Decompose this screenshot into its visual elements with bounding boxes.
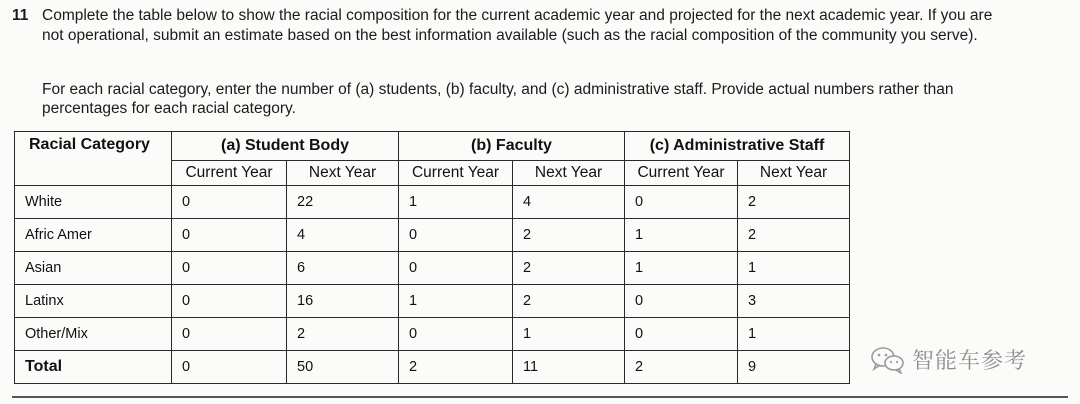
table-cell[interactable]: 9 [738,351,850,384]
table-cell[interactable]: 0 [172,318,287,351]
bottom-divider [12,396,1068,398]
table-cell[interactable]: 11 [513,351,625,384]
racial-composition-table [14,131,850,384]
table-row [15,186,850,219]
table-cell[interactable]: 0 [399,252,513,285]
question-text-2: not operational, submit an estimate based on the best information available (such as the racial composition of the community you serve). [42,27,978,44]
table-cell[interactable]: 1 [625,252,738,285]
subheader-next-year: Next Year [513,161,625,186]
question-line-1 [12,6,1072,26]
table-row [15,252,850,285]
subheader-current-year: Current Year [399,161,513,186]
table-cell[interactable]: 2 [513,219,625,252]
table-cell[interactable]: 4 [513,186,625,219]
table-cell[interactable]: 1 [738,252,850,285]
table-cell[interactable]: 1 [399,186,513,219]
watermark-text: 智能车参考 [912,349,1028,374]
faculty-header: (b) Faculty [399,132,625,161]
subheader-current-year: Current Year [625,161,738,186]
table-cell[interactable]: 1 [399,285,513,318]
table-cell[interactable]: 1 [513,318,625,351]
table-cell[interactable]: 3 [738,285,850,318]
table-cell[interactable]: 0 [625,186,738,219]
table-cell[interactable]: 2 [513,285,625,318]
table-cell[interactable]: 2 [738,219,850,252]
subheader-next-year: Next Year [287,161,399,186]
table-row [15,219,850,252]
row-label: Latinx [15,285,172,318]
subheader-next-year: Next Year [738,161,850,186]
table-cell[interactable]: 1 [738,318,850,351]
row-label: Asian [15,252,172,285]
watermark [870,344,1027,375]
table-row [15,318,850,351]
subheader-current-year: Current Year [172,161,287,186]
row-label-total: Total [15,351,172,384]
question-text-1: Complete the table below to show the racial composition for the current academic year and projected for the next academic year. If you are [42,7,993,24]
table-cell[interactable]: 0 [399,219,513,252]
table-cell[interactable]: 50 [287,351,399,384]
admin-staff-header: (c) Administrative Staff [625,132,850,161]
table-cell[interactable]: 6 [287,252,399,285]
table-cell[interactable]: 0 [399,318,513,351]
table-cell[interactable]: 2 [738,186,850,219]
table-cell[interactable]: 0 [625,285,738,318]
table-cell[interactable]: 0 [172,186,287,219]
table-cell[interactable]: 2 [399,351,513,384]
question-number: 11 [12,7,29,24]
row-label: Afric Amer [15,219,172,252]
table-cell[interactable]: 2 [513,252,625,285]
instructions-line-2: percentages for each racial category. [42,100,296,117]
question-11 [12,6,1072,46]
table-cell[interactable]: 0 [625,318,738,351]
wechat-icon [870,346,906,374]
table-cell[interactable]: 2 [287,318,399,351]
racial-category-header: Racial Category [15,132,172,186]
student-body-header: (a) Student Body [172,132,399,161]
table-row [15,285,850,318]
table-cell[interactable]: 0 [172,252,287,285]
table-header-row [15,132,850,161]
table-cell[interactable]: 0 [172,285,287,318]
table-row-total [15,351,850,384]
table-cell[interactable]: 1 [625,219,738,252]
table-cell[interactable]: 0 [172,351,287,384]
table-cell[interactable]: 2 [625,351,738,384]
row-label: White [15,186,172,219]
instructions-line-1: For each racial category, enter the number of (a) students, (b) faculty, and (c) administrative staff. Provide actual numbers rather than [42,81,954,98]
table-cell[interactable]: 22 [287,186,399,219]
instructions [42,80,1072,118]
table-cell[interactable]: 4 [287,219,399,252]
table-cell[interactable]: 0 [172,219,287,252]
table-cell[interactable]: 16 [287,285,399,318]
row-label: Other/Mix [15,318,172,351]
